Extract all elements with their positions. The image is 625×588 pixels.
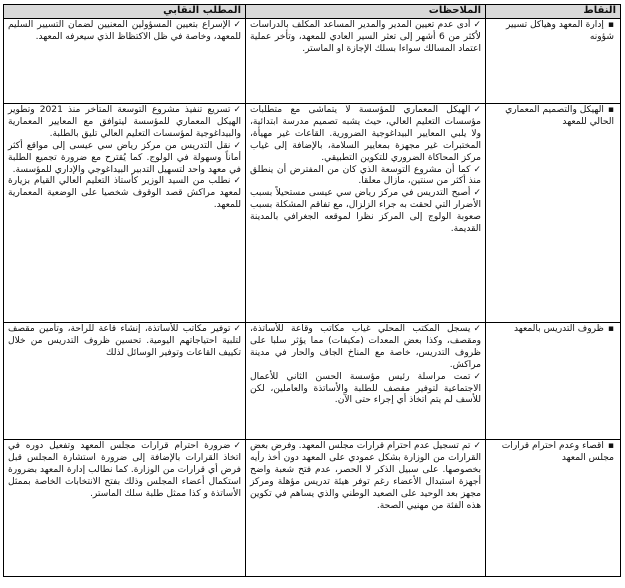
check-icon: ✓ bbox=[473, 164, 481, 175]
check-icon: ✓ bbox=[233, 105, 241, 115]
check-icon: ✓ bbox=[473, 20, 481, 30]
check-icon: ✓ bbox=[473, 441, 481, 451]
demand-text: نقل التدريس من مركز رياض سي عيسى إلى مواقع أكثر أماناً وسهولة في الولوج. كما يُقترح مع ضرورة تجميع الطلبة في معهد واحد لتسهيل التدبير البيداغوجي والإداري للمؤسسة. bbox=[8, 140, 241, 175]
check-icon: ✓ bbox=[233, 176, 241, 187]
check-icon: ✓ bbox=[473, 324, 481, 334]
table-row bbox=[4, 19, 621, 104]
demand-cell bbox=[4, 440, 246, 577]
header-points: النقاط bbox=[486, 5, 621, 19]
point-cell bbox=[486, 323, 621, 440]
note-text: أدى عدم تعيين المدير والمدير المساعد المكلف بالدراسات لأكثر من 6 أشهر إلى تعثر السير العادي للمعهد، وتأخر عملية اعتماد المسالك سواءا بسلك الإجازة او الماستر. bbox=[250, 20, 481, 54]
note-text: كما أن مشروع التوسعة الذي كان من المفترض أن ينطلق منذ أكثر من سنتين، مازال معلقا. bbox=[250, 164, 481, 187]
check-icon: ✓ bbox=[233, 441, 241, 451]
table-row bbox=[4, 440, 621, 577]
table-header-row bbox=[4, 5, 621, 19]
check-icon: ✓ bbox=[233, 20, 241, 30]
point-text: الهيكل والتصميم المعماري الحالي للمعهد bbox=[505, 105, 614, 127]
bullet-icon: ▪ bbox=[607, 105, 614, 115]
check-icon: ✓ bbox=[473, 371, 481, 382]
demand-cell bbox=[4, 323, 246, 440]
demand-text: توفير مكاتب للأساتذة، إنشاء قاعة للراحة، وتأمين مقصف لتلبية احتياجاتهم اليومية. تحسين ظروف التدريس من خلال تكييف القاعات وتوفير الوسائل لذلك bbox=[8, 324, 241, 358]
demand-text: الإسراع بتعيين المسؤولين المعنيين لضمان التسيير السليم للمعهد، وخاصة في ظل الاكتظاظ الذي سيعرفه المعهد. bbox=[8, 20, 241, 42]
point-text: اقصاء وعدم احترام قرارات مجلس المعهد bbox=[501, 441, 614, 463]
table-row bbox=[4, 104, 621, 323]
bullet-icon: ▪ bbox=[607, 20, 614, 30]
point-text: إدارة المعهد وهياكل تسيير شؤونه bbox=[505, 20, 614, 42]
notes-cell bbox=[246, 104, 486, 323]
check-icon: ✓ bbox=[233, 140, 241, 151]
note-text: تمت مراسلة رئيس مؤسسة الحسن الثاني للأعمال الاجتماعية لتوفير مقصف للطلبة والأساتذة والعاملين، لكن للأسف لم يتم اتخاذ أي إجراء حتى الآن. bbox=[250, 371, 481, 406]
notes-cell bbox=[246, 323, 486, 440]
bullet-icon: ▪ bbox=[607, 441, 614, 451]
notes-cell bbox=[246, 440, 486, 577]
note-text: يسجل المكتب المحلي غياب مكاتب وقاعة للأساتذة، ومقصف، وكذا بعض المعدات (مكيفات) مما يؤثر سلبا على ظروف التدريس، خاصة مع المناخ الجاف والحار في مدينة مراكش. bbox=[250, 324, 481, 370]
note-text: أصبح التدريس في مركز رياض سي عيسى مستحيلاً بسبب الأضرار التي لحقت به جراء الزلزال، مع تفاقم المشكلة بسبب صعوبة الولوج إلى المركز نظرا لموقعه الجغرافي بالمدينة القديمة. bbox=[250, 188, 481, 235]
bullet-icon: ▪ bbox=[607, 324, 614, 334]
demands-table-sheet bbox=[3, 4, 620, 577]
check-icon: ✓ bbox=[473, 188, 481, 199]
header-notes: الملاحظات bbox=[246, 5, 486, 19]
check-icon: ✓ bbox=[233, 324, 241, 334]
demand-cell bbox=[4, 104, 246, 323]
note-text: الهيكل المعماري للمؤسسة لا يتماشى مع متطلبات مؤسسات التعليم العالي، حيث يشبه تصميم مدرسة ابتدائية، ولا يلبي المعايير البيداغوجية الضرورية. القاعات غير مهيأة، المختبرات غير مجهزة بمعايير السلامة، بالإضافة إلى غياب مركز المحاكاة الضروري للتكوين التطبيقي. bbox=[250, 105, 481, 163]
point-cell bbox=[486, 19, 621, 104]
header-demand: المطلب النقابي bbox=[4, 5, 246, 19]
notes-cell bbox=[246, 19, 486, 104]
point-cell bbox=[486, 104, 621, 323]
demand-text: نطلب من السيد الوزير كأستاذ التعليم العالي القيام بزيارة لمعهد مراكش قصد الوقوف شخصيا على الوضعية المعمارية للمعهد. bbox=[8, 176, 241, 211]
demand-cell bbox=[4, 19, 246, 104]
check-icon: ✓ bbox=[473, 105, 481, 115]
point-text: ظروف التدريس بالمعهد bbox=[514, 324, 604, 334]
table-row bbox=[4, 323, 621, 440]
demand-text: ضرورة احترام قرارات مجلس المعهد وتفعيل دوره في اتخاذ القرارات بالإضافة إلى ضرورة استشارة المجلس قبل فرض أي قرارات من الوزارة. كما نطالب إدارة المعهد بضرورة استكمال أعضاء المجلس وذلك بفتح الانتخابات الخاصة بممثل الأساتذة و كذا ممثل طلبة سلك الماستر. bbox=[8, 441, 241, 499]
note-text: تم تسجيل عدم احترام قرارات مجلس المعهد. وفرض بعض القرارات من الوزارة بشكل عمودي على المعهد دون أخذ رأيه بخصوصها. على سبيل الذكر لا الحصر، عدم فتح شعبة واضح أجهزة استبدال الأعضاء رغم توفر هيئة تدريس مؤهلة ومركز مجهز بعد الوحيد على الصعيد الوطني والذي يساهم في تكوين هذه الفئة من مهنيي الصحة. bbox=[250, 441, 481, 511]
demand-text: تسريع تنفيذ مشروع التوسعة المتأخر منذ 2021 وتطوير الهيكل المعماري للمؤسسة ليتوافق مع المعايير المعمارية والبيداغوجية لمؤسسات التعليم العالي تليق بالطلبة. bbox=[8, 105, 241, 139]
point-cell bbox=[486, 440, 621, 577]
demands-table bbox=[3, 4, 621, 577]
